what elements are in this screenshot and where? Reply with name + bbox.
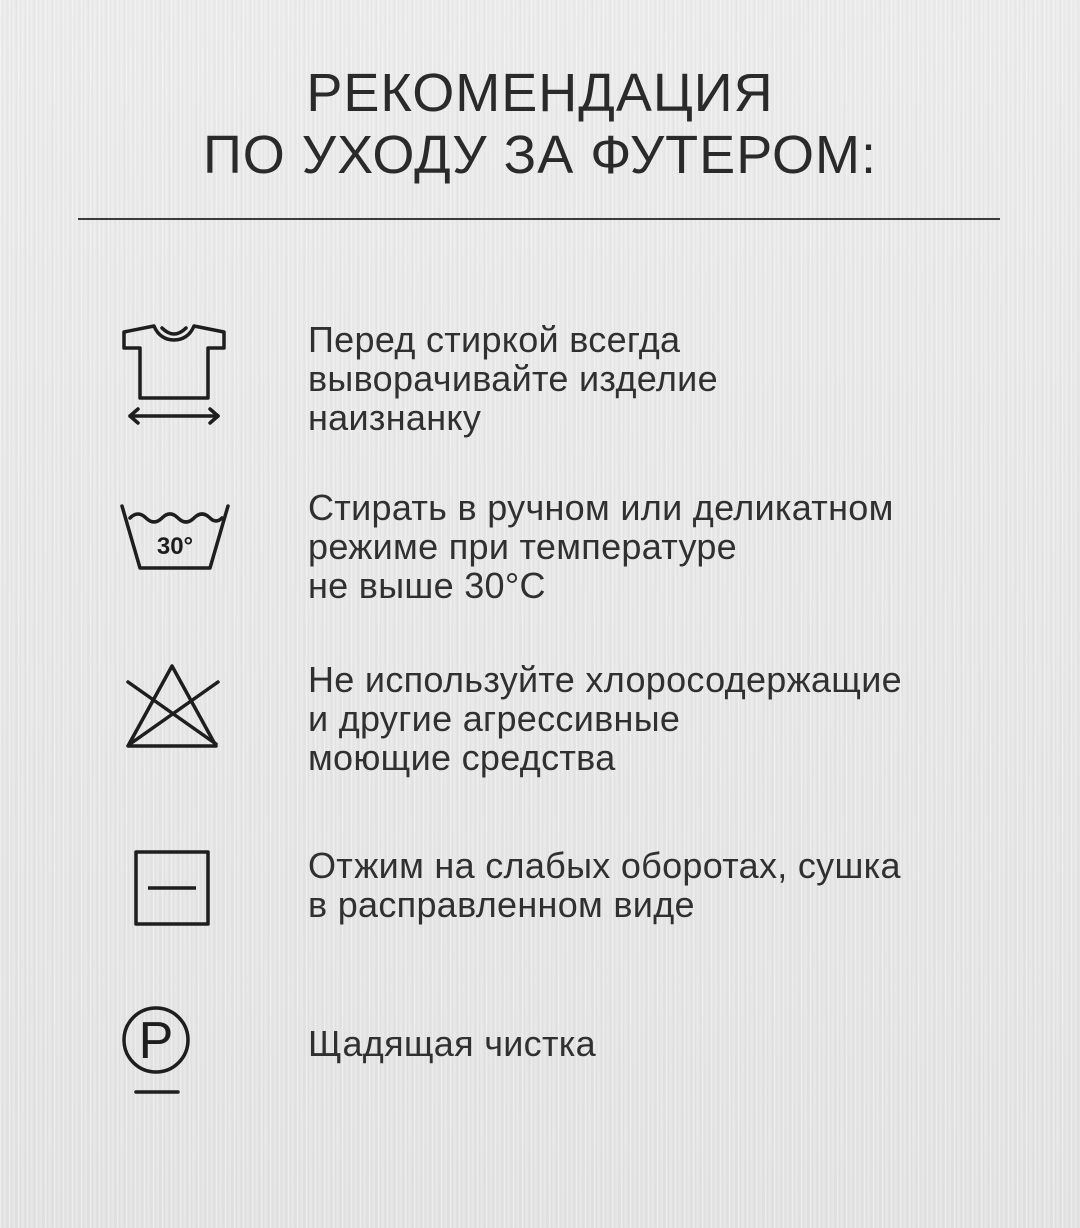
care-item-line: режиме при температуре	[308, 526, 737, 567]
care-item-line: Отжим на слабых оборотах, сушка	[308, 845, 901, 886]
care-item-line: и другие агрессивные	[308, 698, 681, 739]
gentle-dry-clean-p-icon	[110, 1000, 240, 1110]
title-line-1: РЕКОМЕНДАЦИЯ	[306, 63, 774, 123]
care-item-text	[308, 1024, 1028, 1063]
no-bleach-icon	[110, 660, 240, 770]
wash-temperature-label: 30°	[156, 533, 194, 560]
care-item-line: Не используйте хлоросодержащие	[308, 659, 902, 700]
title-line-2: ПО УХОДУ ЗА ФУТЕРОМ:	[202, 125, 878, 185]
care-item-text	[308, 660, 1028, 777]
care-item-line: в расправленном виде	[308, 884, 695, 925]
shirt-inside-out-icon	[110, 318, 240, 428]
care-item-text	[308, 488, 1028, 605]
wash-30-icon	[110, 492, 240, 602]
care-item-line: выворачивайте изделие	[308, 358, 718, 399]
page-title	[0, 62, 1080, 186]
dry-clean-letter: P	[138, 1012, 174, 1070]
care-item-line: моющие средства	[308, 737, 616, 778]
care-item-line: Стирать в ручном или деликатном	[308, 487, 894, 528]
care-item-text	[308, 320, 1028, 437]
dry-flat-icon	[110, 846, 240, 956]
care-item-line: не выше 30°С	[308, 565, 546, 606]
care-item-text	[308, 846, 1028, 924]
care-item-line: Щадящая чистка	[308, 1023, 596, 1064]
care-item-line: наизнанку	[308, 397, 482, 438]
title-divider	[78, 218, 1000, 220]
care-item-line: Перед стиркой всегда	[308, 319, 681, 360]
